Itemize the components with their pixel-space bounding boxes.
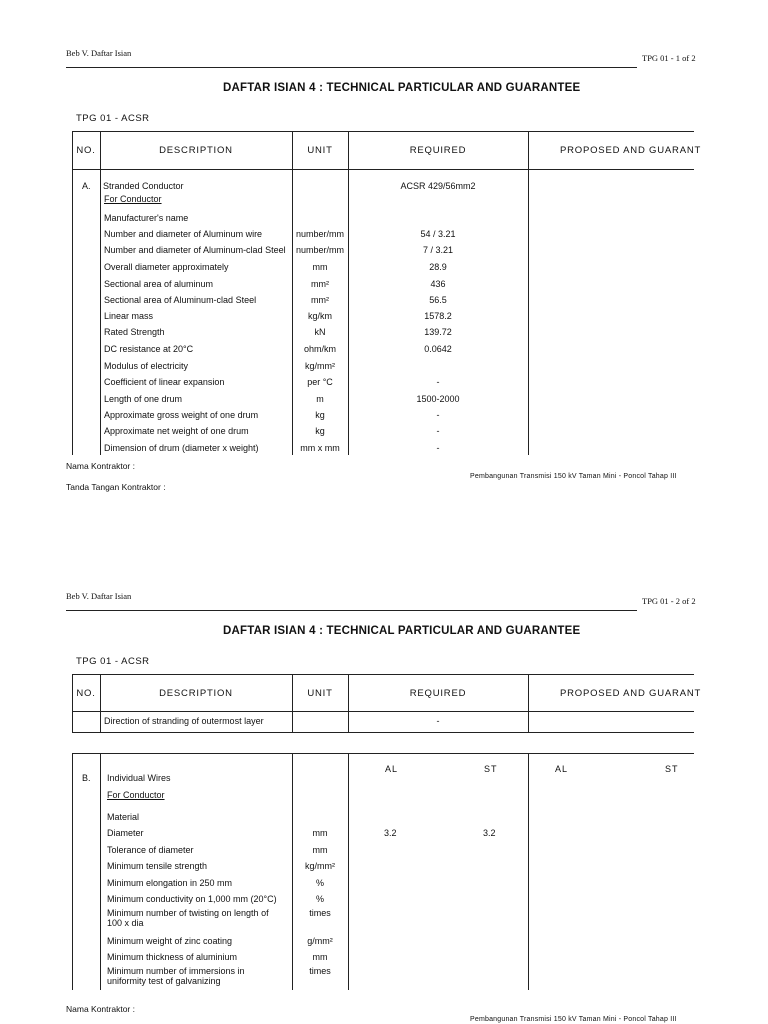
row-unit: mm² — [311, 279, 329, 289]
doc-header-left: Beb V. Daftar Isian — [66, 591, 132, 601]
row-description: Material — [107, 812, 140, 822]
row-description: Rated Strength — [104, 327, 165, 337]
project-footer: Pembangunan Transmisi 150 kV Taman Mini - Poncol Tahap III — [470, 473, 677, 480]
col-header-required: REQUIRED — [409, 688, 467, 699]
row-required: 1578.2 — [424, 311, 452, 321]
row-description: Approximate net weight of one drum — [104, 426, 249, 436]
row-description: Coefficient of linear expansion — [104, 377, 225, 387]
row-unit: mm — [312, 828, 328, 838]
row-description: Minimum weight of zinc coating — [107, 936, 233, 946]
section-title: Stranded Conductor — [103, 181, 184, 191]
row-required: - — [436, 410, 440, 420]
col-header-description: DESCRIPTION — [159, 145, 233, 156]
row-unit: mm² — [311, 295, 329, 305]
row-required-al: 3.2 — [384, 828, 397, 838]
page-number: TPG 01 - 2 of 2 — [642, 596, 696, 606]
col-header-description: DESCRIPTION — [159, 688, 233, 699]
row-unit: per °C — [307, 377, 333, 387]
row-unit: mm — [312, 952, 328, 962]
row-description-cont: 100 x dia — [107, 918, 144, 928]
col-header-required: REQUIRED — [409, 145, 467, 156]
col-header-unit: UNIT — [307, 145, 333, 156]
row-description: Minimum number of immersions in — [107, 966, 245, 976]
row-description: Approximate gross weight of one drum — [104, 410, 259, 420]
row-unit: kg/mm² — [305, 361, 335, 371]
row-description: Dimension of drum (diameter x weight) — [104, 443, 259, 453]
row-unit: m — [316, 394, 324, 404]
page-title: DAFTAR ISIAN 4 : TECHNICAL PARTICULAR AND GUARANTEE — [223, 82, 581, 94]
row-description: Direction of stranding of outermost layer — [104, 716, 264, 726]
row-required: 7 / 3.21 — [422, 245, 454, 255]
row-unit: ohm/km — [303, 344, 336, 354]
row-required: 54 / 3.21 — [420, 229, 456, 239]
table-subtitle: TPG 01 - ACSR — [76, 656, 150, 667]
row-unit: times — [309, 966, 331, 976]
row-description: Overall diameter approximately — [104, 262, 229, 272]
row-description: Number and diameter of Aluminum wire — [104, 229, 263, 239]
row-required: 0.0642 — [424, 344, 452, 354]
row-description: Minimum tensile strength — [107, 861, 208, 871]
row-description: Minimum conductivity on 1,000 mm (20°C) — [107, 894, 277, 904]
col-header-no: NO. — [76, 688, 96, 699]
col-header-unit: UNIT — [307, 688, 333, 699]
page-number: TPG 01 - 1 of 2 — [642, 53, 696, 63]
row-required: 436 — [430, 279, 446, 289]
row-required: - — [436, 426, 440, 436]
header-rule — [66, 67, 637, 68]
row-description: Manufacturer's name — [104, 213, 189, 223]
table-top-border — [72, 131, 694, 132]
row-description: Tolerance of diameter — [107, 845, 194, 855]
row-required-st: 3.2 — [483, 828, 496, 838]
row-description: Linear mass — [104, 311, 154, 321]
row-required: - — [436, 377, 440, 387]
section-title: Individual Wires — [107, 773, 171, 783]
row-description: DC resistance at 20°C — [104, 344, 194, 354]
required-al-header: AL — [385, 764, 399, 774]
row-required: 1500-2000 — [416, 394, 460, 404]
row-unit: number/mm — [295, 245, 344, 255]
proposed-st-header: ST — [665, 764, 679, 774]
col-header-no: NO. — [76, 145, 96, 156]
row-description: Length of one drum — [104, 394, 183, 404]
row-required: 139.72 — [424, 327, 452, 337]
row-unit: number/mm — [295, 229, 344, 239]
row-required: 28.9 — [429, 262, 447, 272]
row-unit: mm — [312, 845, 328, 855]
row-description: Diameter — [107, 828, 144, 838]
row-unit: mm x mm — [300, 443, 340, 453]
row-unit: kg — [315, 410, 325, 420]
row-unit: g/mm² — [307, 936, 333, 946]
section-no: A. — [82, 181, 91, 191]
row-description: Minimum thickness of aluminium — [107, 952, 238, 962]
row-description: Minimum elongation in 250 mm — [107, 878, 233, 888]
required-st-header: ST — [484, 764, 498, 774]
section-subtitle: For Conductor — [104, 194, 162, 204]
row-description: Minimum number of twisting on length of — [107, 908, 269, 918]
section-subtitle: For Conductor — [107, 790, 165, 800]
row-unit: kN — [314, 327, 326, 337]
section-required: ACSR 429/56mm2 — [400, 181, 476, 191]
row-unit: kg — [315, 426, 325, 436]
section-no: B. — [82, 773, 91, 783]
row-unit: % — [315, 894, 324, 904]
contractor-signature-label: Tanda Tangan Kontraktor : — [66, 482, 166, 492]
row-unit: mm — [312, 262, 328, 272]
row-description-cont: uniformity test of galvanizing — [107, 976, 221, 986]
table-subtitle: TPG 01 - ACSR — [76, 113, 150, 124]
row-required: - — [436, 443, 440, 453]
row-unit: times — [309, 908, 331, 918]
row-description: Sectional area of aluminum — [104, 279, 214, 289]
row-required: - — [436, 716, 440, 726]
page-title: DAFTAR ISIAN 4 : TECHNICAL PARTICULAR AND GUARANTEE — [223, 625, 581, 637]
row-description: Number and diameter of Aluminum-clad Steel — [104, 245, 286, 255]
project-footer: Pembangunan Transmisi 150 kV Taman Mini - Poncol Tahap III — [470, 1016, 677, 1023]
proposed-al-header: AL — [555, 764, 569, 774]
row-unit: kg/km — [307, 311, 332, 321]
row-description: Sectional area of Aluminum-clad Steel — [104, 295, 257, 305]
col-header-proposed: PROPOSED AND GUARANT — [560, 145, 702, 156]
row-unit: kg/mm² — [305, 861, 335, 871]
row-unit: % — [315, 878, 324, 888]
row-description: Modulus of electricity — [104, 361, 189, 371]
header-rule — [66, 610, 637, 611]
table-header-border — [72, 169, 694, 170]
contractor-name-label: Nama Kontraktor : — [66, 1004, 135, 1014]
contractor-name-label: Nama Kontraktor : — [66, 461, 135, 471]
row-required: 56.5 — [429, 295, 447, 305]
col-header-proposed: PROPOSED AND GUARANT — [560, 688, 702, 699]
doc-header-left: Beb V. Daftar Isian — [66, 48, 132, 58]
